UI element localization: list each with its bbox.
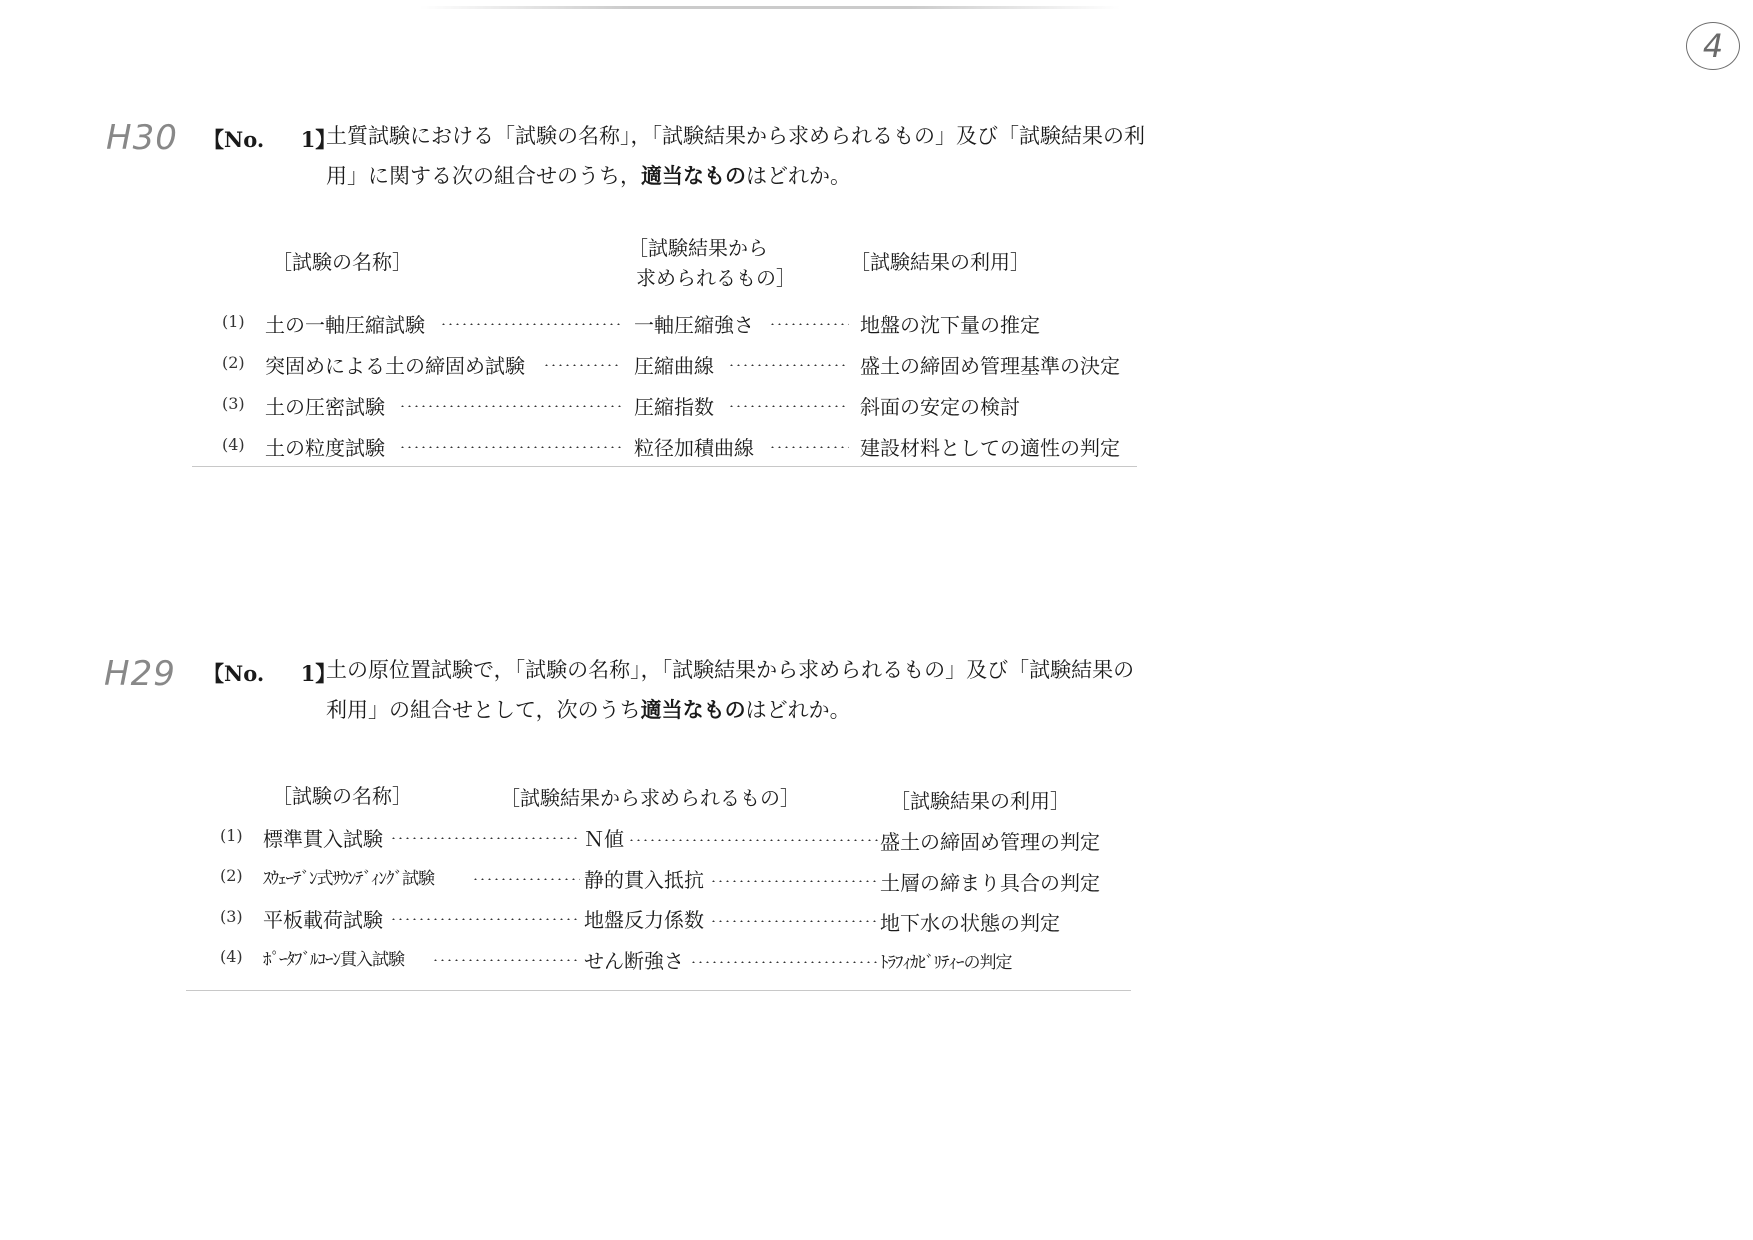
leader-dots [710, 920, 878, 922]
leader-dots [628, 839, 878, 841]
header-test-name: ［試験の名称］ [272, 250, 412, 274]
choice-number: (3) [220, 907, 243, 926]
choice-result: 一軸圧縮強さ [634, 313, 754, 337]
choice-use: ﾄﾗﾌｨｶﾋﾞﾘﾃｨｰの判定 [880, 953, 1012, 973]
leader-dots [690, 961, 878, 963]
section-divider [192, 466, 1137, 467]
leader-dots [710, 880, 878, 882]
choice-use: 盛土の締固め管理の判定 [880, 830, 1100, 854]
leader-dots [440, 323, 622, 325]
choice-use: 地下水の状態の判定 [880, 911, 1060, 935]
choice-number: (4) [222, 435, 245, 454]
scan-edge-shadow [420, 6, 1120, 9]
question-line-1: 土質試験における「試験の名称」，「試験結果から求められるもの」及び「試験結果の利 [326, 124, 1145, 148]
page-number: 4 [1702, 27, 1724, 65]
choice-test-name: 土の粒度試験 [265, 436, 385, 460]
choice-result: 地盤反力係数 [584, 908, 704, 932]
header-result-use: ［試験結果の利用］ [850, 250, 1030, 274]
choice-use: 建設材料としての適性の判定 [860, 436, 1120, 460]
leader-dots [399, 446, 622, 448]
choice-result: 圧縮指数 [634, 395, 714, 419]
page-number-circle [1686, 22, 1740, 70]
header-test-name: ［試験の名称］ [272, 784, 412, 808]
leader-dots [728, 364, 849, 366]
era-label: H29 [104, 654, 176, 694]
choice-result: 静的貫入抵抗 [584, 868, 704, 892]
header-result-line-2: 求められるもの］ [636, 266, 796, 290]
question-line-2: 用」に関する次の組合せのうち，適当なものはどれか。 [326, 163, 851, 188]
leader-dots [769, 446, 849, 448]
header-result-use: ［試験結果の利用］ [890, 789, 1070, 813]
era-label: H30 [106, 118, 178, 158]
emphasis-text: 適当なもの [640, 697, 746, 722]
question-number: 【No. 1】 [203, 661, 337, 686]
leader-dots [432, 959, 580, 961]
question-line-1: 土の原位置試験で，「試験の名称」，「試験結果から求められるもの」及び「試験結果の [326, 658, 1135, 682]
choice-test-name: ﾎﾟｰﾀﾌﾞﾙｺｰﾝ貫入試験 [263, 950, 404, 970]
choice-use: 斜面の安定の検討 [860, 395, 1020, 419]
choice-use: 盛土の締固め管理基準の決定 [860, 354, 1120, 378]
choice-result: せん断強さ [584, 949, 684, 973]
choice-result: Ｎ値 [584, 827, 624, 851]
leader-dots [390, 918, 580, 920]
choice-test-name: 突固めによる土の締固め試験 [265, 354, 525, 378]
choice-result: 圧縮曲線 [634, 354, 714, 378]
question-line-2: 利用」の組合せとして，次のうち適当なものはどれか。 [326, 697, 851, 722]
leader-dots [543, 364, 622, 366]
choice-test-name: 標準貫入試験 [263, 827, 383, 851]
leader-dots [472, 878, 580, 880]
choice-test-name: 土の一軸圧縮試験 [265, 313, 425, 337]
question-text [326, 650, 1146, 730]
emphasis-text: 適当なもの [641, 163, 746, 188]
choice-use: 地盤の沈下量の推定 [860, 313, 1040, 337]
choice-number: (3) [222, 394, 245, 413]
choice-test-name: 土の圧密試験 [265, 395, 385, 419]
question-number: 【No. 1】 [203, 127, 337, 152]
choice-use: 土層の締まり具合の判定 [880, 871, 1100, 895]
header-result: ［試験結果から求められるもの］ [500, 786, 800, 810]
leader-dots [390, 837, 580, 839]
header-result-line-1: ［試験結果から [628, 236, 768, 260]
choice-test-name: ｽｳｪｰﾃﾞﾝ式ｻｳﾝﾃﾞｨﾝｸﾞ試験 [263, 869, 434, 889]
leader-dots [769, 323, 849, 325]
choice-number: (1) [222, 312, 245, 331]
leader-dots [728, 405, 849, 407]
choice-number: (4) [220, 947, 243, 966]
question-text [326, 116, 1146, 196]
choice-test-name: 平板載荷試験 [263, 908, 383, 932]
choice-result: 粒径加積曲線 [634, 436, 754, 460]
choice-number: (2) [222, 353, 245, 372]
section-divider [186, 990, 1131, 991]
leader-dots [399, 405, 622, 407]
choice-number: (1) [220, 826, 243, 845]
choice-number: (2) [220, 866, 243, 885]
